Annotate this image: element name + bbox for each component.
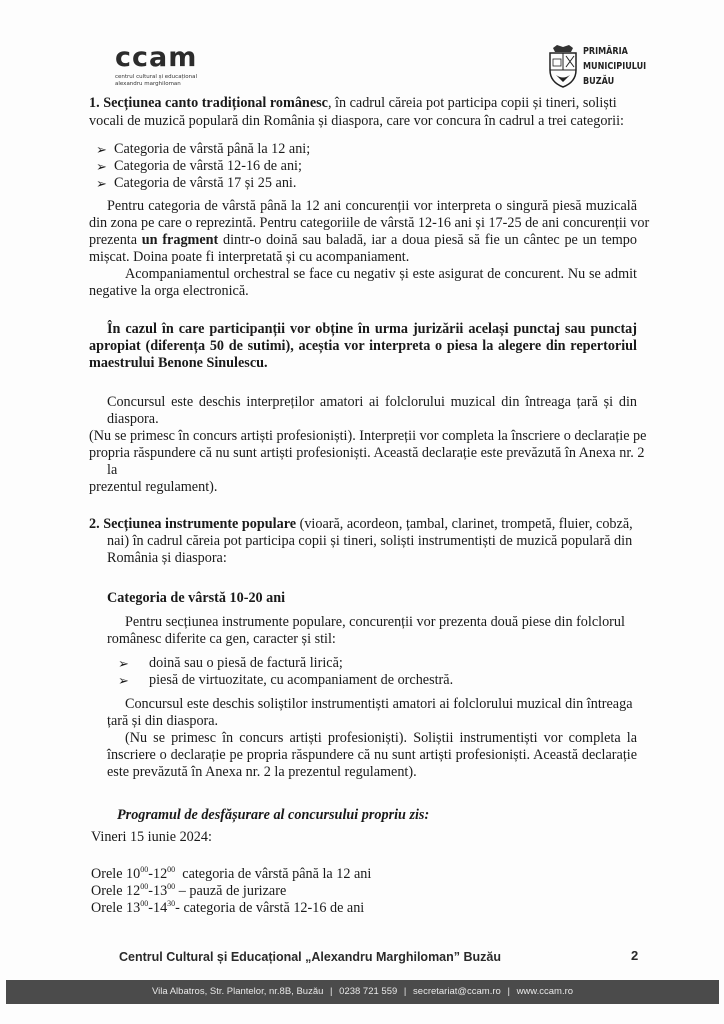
paragraph-line: Acompaniamentul orchestral se face cu negativ și este asigurat de concurent. Nu se admit bbox=[125, 266, 637, 282]
footer-contact-bar bbox=[6, 980, 719, 1004]
arrow-bullet-icon: ➢ bbox=[118, 673, 129, 688]
slot-text: Orele 13 bbox=[91, 900, 141, 916]
slot-sup: 00 bbox=[167, 865, 176, 874]
slot-text: Orele 12 bbox=[91, 883, 141, 899]
program-day: Vineri 15 iunie 2024: bbox=[91, 829, 212, 845]
category-item: Categoria de vârstă 12-16 de ani; bbox=[114, 158, 302, 174]
paragraph-line bbox=[89, 232, 637, 249]
tie-rule-line: apropiat (diferența 50 de sutimi), aceștia vor interpreta o piesa la alegere din repertoriul bbox=[89, 338, 637, 354]
paragraph-line: este prevăzută în Anexa nr. 2 la prezentul regulament). bbox=[107, 764, 417, 780]
section-title-rest: (vioară, acordeon, țambal, clarinet, trompetă, fluier, cobză, bbox=[296, 516, 633, 532]
slot-sup: 00 bbox=[140, 899, 149, 908]
slot-text: – pauză de jurizare bbox=[175, 883, 287, 899]
slot-sup: 00 bbox=[167, 882, 176, 891]
paragraph-line: propria răspundere că nu sunt artiști profesioniști. Această declarație este prevăzută în Anexa nr. 2 bbox=[89, 445, 645, 461]
footer-email: secretariat@ccam.ro bbox=[413, 986, 501, 997]
tie-rule-line: În cazul în care participanții vor obține în urma jurizării același punctaj sau punctaj bbox=[107, 321, 637, 337]
slot-sup: 30 bbox=[167, 899, 176, 908]
piece-item: piesă de virtuozitate, cu acompaniament de orchestră. bbox=[149, 672, 454, 688]
text-run-bold: un fragment bbox=[141, 232, 219, 248]
primaria-line: PRIMĂRIA bbox=[583, 46, 628, 57]
paragraph-line: (Nu se primesc în concurs artiști profesioniști). Interpreții vor completa la înscriere o declarație pe bbox=[89, 428, 647, 444]
section2-line2: nai) în cadrul căreia pot participa copii și tineri, soliști instrumentiști de muzică populară din bbox=[107, 533, 633, 549]
slot-sup: 00 bbox=[140, 865, 149, 874]
paragraph-line: mișcat. Doina poate fi interpretată și cu acompaniament. bbox=[89, 249, 410, 265]
paragraph-line: țară și din diaspora. bbox=[107, 713, 219, 729]
paragraph-line: negative la orga electronică. bbox=[89, 283, 249, 299]
ccam-logo-subtitle bbox=[115, 74, 197, 88]
slot-text: -14 bbox=[148, 900, 168, 916]
section-title-rest: , în cadrul căreia pot participa copii și tineri, soliști bbox=[327, 95, 617, 111]
footer-separator: | bbox=[507, 986, 510, 997]
arrow-bullet-icon: ➢ bbox=[96, 159, 107, 174]
section-number: 1. bbox=[89, 95, 100, 111]
arrow-bullet-icon: ➢ bbox=[96, 176, 107, 191]
program-slot bbox=[91, 900, 364, 917]
slot-text: - categoria de vârstă 12-16 de ani bbox=[175, 900, 365, 916]
coat-of-arms-icon bbox=[547, 44, 579, 88]
slot-text: -12 bbox=[148, 866, 168, 882]
section1-line2: vocali de muzică populară din România și diaspora, care vor concura în cadrul a trei categorii: bbox=[89, 113, 624, 129]
section-title: Secțiunea canto tradițional românesc bbox=[103, 95, 328, 111]
text-run: dintr-o doină sau baladă, iar a doua piesă să fie un cântec pe un tempo bbox=[218, 232, 637, 248]
primaria-logo-text bbox=[583, 44, 646, 89]
paragraph-line: românesc diferite ca gen, caracter și stil: bbox=[107, 631, 336, 647]
paragraph-line: Pentru secțiunea instrumente populare, concurenții vor prezenta două piese din folclorul bbox=[125, 614, 625, 630]
footer-separator: | bbox=[403, 986, 407, 997]
primaria-line: BUZĂU bbox=[583, 76, 615, 87]
program-heading: Programul de desfășurare al concursului propriu zis: bbox=[117, 807, 430, 823]
category-item: Categoria de vârstă 17 și 25 ani. bbox=[114, 175, 297, 191]
paragraph-line: Pentru categoria de vârstă până la 12 ani concurenții vor interpreta o singură piesă muzicală bbox=[107, 198, 637, 214]
section-number: 2. bbox=[89, 516, 100, 532]
slot-sup: 00 bbox=[140, 882, 149, 891]
arrow-bullet-icon: ➢ bbox=[118, 656, 129, 671]
ccam-logo: ccam bbox=[115, 42, 198, 73]
paragraph-line: la bbox=[107, 462, 118, 478]
paragraph-line: (Nu se primesc în concurs artiști profesioniști). Soliștii instrumentiști vor completa la bbox=[125, 730, 637, 746]
footer-institution: Centrul Cultural și Educațional „Alexandru Marghiloman” Buzău bbox=[119, 950, 501, 964]
section1-title bbox=[89, 95, 617, 112]
footer-phone: 0238 721 559 bbox=[339, 986, 398, 997]
paragraph-line: din zona pe care o reprezintă. Pentru categoriile de vârstă 12-16 ani și 17-25 de ani concurenții vor bbox=[89, 215, 650, 231]
category-item: Categoria de vârstă până la 12 ani; bbox=[114, 141, 311, 157]
category-heading: Categoria de vârstă 10-20 ani bbox=[107, 590, 286, 606]
paragraph-line: Concursul este deschis interpreților amatori ai folclorului muzical din întreaga țară și din bbox=[107, 394, 637, 410]
program-slot bbox=[91, 883, 286, 900]
slot-text: Orele 10 bbox=[91, 866, 141, 882]
footer-website: www.ccam.ro bbox=[516, 986, 574, 997]
paragraph-line: Concursul este deschis soliștilor instrumentiști amatori ai folclorului muzical din întreaga bbox=[125, 696, 633, 712]
primaria-line: MUNICIPIULUI bbox=[583, 61, 647, 72]
tie-rule-line: maestrului Benone Sinulescu. bbox=[89, 355, 268, 371]
paragraph-line: înscriere o declarație pe propria răspundere că nu sunt artiști profesioniști. Această declarație bbox=[107, 747, 637, 763]
section2-line3: România și diaspora: bbox=[107, 550, 227, 566]
section2-title bbox=[89, 516, 633, 533]
slot-text: -13 bbox=[148, 883, 168, 899]
paragraph-line: prezentul regulament). bbox=[89, 479, 218, 495]
slot-text: categoria de vârstă până la 12 ani bbox=[175, 866, 372, 882]
logo-subtitle-line: centrul cultural și educațional bbox=[115, 74, 197, 80]
footer-separator: | bbox=[330, 986, 333, 997]
program-slot bbox=[91, 866, 371, 883]
arrow-bullet-icon: ➢ bbox=[96, 142, 107, 157]
piece-item: doină sau o piesă de factură lirică; bbox=[149, 655, 343, 671]
section-title: Secțiunea instrumente populare bbox=[103, 516, 297, 532]
paragraph-line: diaspora. bbox=[107, 411, 159, 427]
footer-address: Vila Albatros, Str. Plantelor, nr.8B, Buzău bbox=[151, 986, 324, 997]
text-run: prezenta bbox=[89, 232, 142, 248]
page-number: 2 bbox=[631, 948, 639, 963]
logo-subtitle-line: alexandru marghiloman bbox=[115, 81, 181, 87]
